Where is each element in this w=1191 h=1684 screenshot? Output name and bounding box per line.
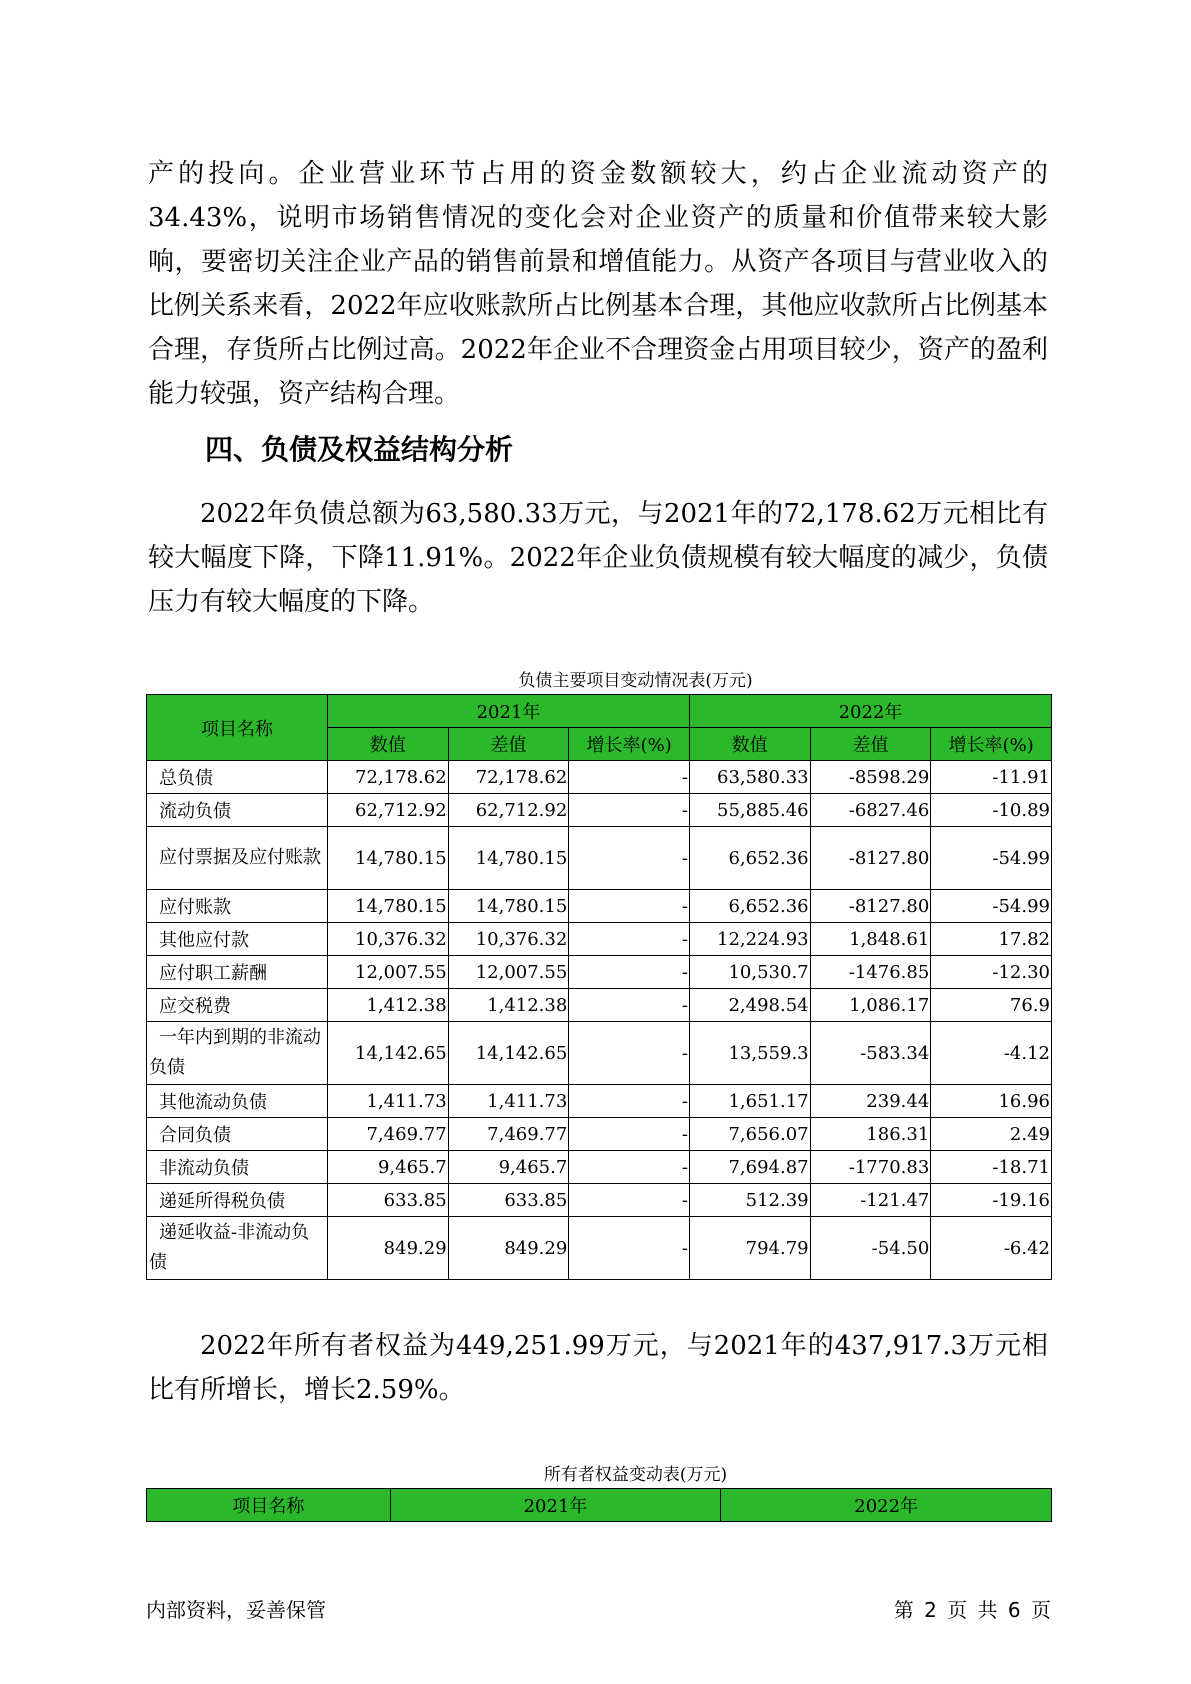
- header-value-2021: 数值: [328, 728, 449, 761]
- cell-diff-2021: 7,469.77: [448, 1118, 569, 1151]
- cell-growth-2021: -: [569, 1184, 690, 1217]
- cell-growth-2021: -: [569, 956, 690, 989]
- cell-value-2022: 794.79: [689, 1217, 810, 1280]
- cell-value-2022: 63,580.33: [689, 761, 810, 794]
- table-row: [147, 1022, 1052, 1085]
- cell-diff-2021: 14,780.15: [448, 827, 569, 890]
- cell-growth-2022: -11.91: [931, 761, 1052, 794]
- cell-value-2021: 72,178.62: [328, 761, 449, 794]
- row-name: 其他应付款: [147, 923, 328, 956]
- cell-growth-2022: -6.42: [931, 1217, 1052, 1280]
- table-row: [147, 956, 1052, 989]
- equity-table: [146, 1488, 1052, 1522]
- cell-growth-2021: -: [569, 923, 690, 956]
- cell-value-2021: 7,469.77: [328, 1118, 449, 1151]
- cell-growth-2022: -54.99: [931, 890, 1052, 923]
- cell-diff-2021: 12,007.55: [448, 956, 569, 989]
- table-row: [147, 794, 1052, 827]
- table-row: [147, 1118, 1052, 1151]
- cell-diff-2021: 14,142.65: [448, 1022, 569, 1085]
- row-name: 其他流动负债: [147, 1085, 328, 1118]
- cell-diff-2021: 10,376.32: [448, 923, 569, 956]
- row-name: 应付账款: [147, 890, 328, 923]
- cell-growth-2022: -4.12: [931, 1022, 1052, 1085]
- cell-value-2021: 14,780.15: [328, 827, 449, 890]
- cell-growth-2021: -: [569, 989, 690, 1022]
- cell-diff-2022: 1,848.61: [810, 923, 931, 956]
- section-heading: 四、负债及权益结构分析: [205, 433, 514, 466]
- footer-page-number: 第 2 页 共 6 页: [893, 1598, 1051, 1622]
- table-row: [147, 1151, 1052, 1184]
- paragraph-equity-summary: 2022年所有者权益为449,251.99万元，与2021年的437,917.3万元相比有所增长，增长2.59%。: [148, 1331, 1048, 1405]
- header-year-2022: 2022年: [689, 695, 1051, 728]
- row-name: 递延所得税负债: [147, 1184, 328, 1217]
- header-growth-2022: 增长率(%): [931, 728, 1052, 761]
- cell-value-2021: 1,411.73: [328, 1085, 449, 1118]
- cell-growth-2021: -: [569, 827, 690, 890]
- header-year-2022: 2022年: [721, 1489, 1052, 1522]
- cell-growth-2021: -: [569, 1118, 690, 1151]
- cell-value-2021: 9,465.7: [328, 1151, 449, 1184]
- liability-table: [146, 694, 1052, 1280]
- cell-growth-2022: -12.30: [931, 956, 1052, 989]
- cell-diff-2022: 239.44: [810, 1085, 931, 1118]
- header-growth-2021: 增长率(%): [569, 728, 690, 761]
- cell-growth-2022: -10.89: [931, 794, 1052, 827]
- cell-diff-2021: 62,712.92: [448, 794, 569, 827]
- cell-diff-2022: -8127.80: [810, 890, 931, 923]
- cell-diff-2021: 849.29: [448, 1217, 569, 1280]
- cell-growth-2021: -: [569, 1085, 690, 1118]
- cell-diff-2022: -8598.29: [810, 761, 931, 794]
- header-year-2021: 2021年: [390, 1489, 721, 1522]
- cell-diff-2021: 14,780.15: [448, 890, 569, 923]
- table-header-row: [147, 1489, 1052, 1522]
- cell-diff-2022: -8127.80: [810, 827, 931, 890]
- cell-diff-2021: 1,411.73: [448, 1085, 569, 1118]
- cell-diff-2022: -1770.83: [810, 1151, 931, 1184]
- cell-value-2021: 62,712.92: [328, 794, 449, 827]
- table-row: [147, 1184, 1052, 1217]
- table2-caption: 所有者权益变动表(万元): [543, 1465, 728, 1485]
- cell-value-2022: 7,656.07: [689, 1118, 810, 1151]
- table-row: [147, 1217, 1052, 1280]
- cell-value-2021: 14,780.15: [328, 890, 449, 923]
- cell-value-2022: 6,652.36: [689, 827, 810, 890]
- cell-diff-2022: 1,086.17: [810, 989, 931, 1022]
- cell-growth-2022: 17.82: [931, 923, 1052, 956]
- table-header-row: [147, 695, 1052, 728]
- cell-value-2022: 6,652.36: [689, 890, 810, 923]
- row-name: 总负债: [147, 761, 328, 794]
- cell-value-2021: 633.85: [328, 1184, 449, 1217]
- table1-caption: 负债主要项目变动情况表(万元): [518, 671, 753, 691]
- header-diff-2022: 差值: [810, 728, 931, 761]
- table-row: [147, 923, 1052, 956]
- header-year-2021: 2021年: [328, 695, 690, 728]
- cell-value-2021: 12,007.55: [328, 956, 449, 989]
- cell-growth-2022: -54.99: [931, 827, 1052, 890]
- cell-diff-2022: 186.31: [810, 1118, 931, 1151]
- cell-diff-2021: 9,465.7: [448, 1151, 569, 1184]
- row-name: 递延收益-非流动负债: [147, 1217, 328, 1280]
- cell-value-2021: 849.29: [328, 1217, 449, 1280]
- cell-value-2021: 14,142.65: [328, 1022, 449, 1085]
- cell-diff-2022: -1476.85: [810, 956, 931, 989]
- row-name: 流动负债: [147, 794, 328, 827]
- cell-diff-2022: -54.50: [810, 1217, 931, 1280]
- table-row: [147, 761, 1052, 794]
- cell-diff-2021: 1,412.38: [448, 989, 569, 1022]
- table-row: [147, 1085, 1052, 1118]
- row-name: 应付职工薪酬: [147, 956, 328, 989]
- cell-growth-2021: -: [569, 1217, 690, 1280]
- cell-growth-2021: -: [569, 1151, 690, 1184]
- paragraph-asset-analysis: 产的投向。企业营业环节占用的资金数额较大，约占企业流动资产的34.43%，说明市场销售情况的变化会对企业资产的质量和价值带来较大影响，要密切关注企业产品的销售前景和增值能力。从资产各项目与营业收入的比例关系来看，2022年应收账款所占比例基本合理，其他应收款所占比例基本合理，存货所占比例过高。2022年企业不合理资金占用项目较少，资产的盈利能力较强，资产结构合理。: [148, 159, 1048, 409]
- row-name: 合同负债: [147, 1118, 328, 1151]
- table-row: [147, 989, 1052, 1022]
- header-item-name: 项目名称: [147, 695, 328, 761]
- table-row: [147, 890, 1052, 923]
- cell-value-2021: 1,412.38: [328, 989, 449, 1022]
- row-name: 应付票据及应付账款: [147, 827, 328, 890]
- table-row: [147, 827, 1052, 890]
- cell-value-2022: 55,885.46: [689, 794, 810, 827]
- cell-growth-2021: -: [569, 890, 690, 923]
- cell-value-2021: 10,376.32: [328, 923, 449, 956]
- cell-diff-2022: -6827.46: [810, 794, 931, 827]
- cell-value-2022: 12,224.93: [689, 923, 810, 956]
- cell-value-2022: 7,694.87: [689, 1151, 810, 1184]
- cell-growth-2022: -18.71: [931, 1151, 1052, 1184]
- cell-growth-2022: 76.9: [931, 989, 1052, 1022]
- cell-diff-2021: 72,178.62: [448, 761, 569, 794]
- header-value-2022: 数值: [689, 728, 810, 761]
- cell-value-2022: 2,498.54: [689, 989, 810, 1022]
- cell-growth-2022: 2.49: [931, 1118, 1052, 1151]
- cell-diff-2022: -583.34: [810, 1022, 931, 1085]
- cell-growth-2022: 16.96: [931, 1085, 1052, 1118]
- cell-diff-2022: -121.47: [810, 1184, 931, 1217]
- cell-value-2022: 512.39: [689, 1184, 810, 1217]
- row-name: 非流动负债: [147, 1151, 328, 1184]
- row-name: 一年内到期的非流动负债: [147, 1022, 328, 1085]
- cell-growth-2022: -19.16: [931, 1184, 1052, 1217]
- header-item-name: 项目名称: [147, 1489, 391, 1522]
- cell-value-2022: 13,559.3: [689, 1022, 810, 1085]
- cell-value-2022: 1,651.17: [689, 1085, 810, 1118]
- footer-confidential-note: 内部资料，妥善保管: [146, 1598, 326, 1622]
- cell-diff-2021: 633.85: [448, 1184, 569, 1217]
- cell-growth-2021: -: [569, 761, 690, 794]
- cell-growth-2021: -: [569, 1022, 690, 1085]
- cell-value-2022: 10,530.7: [689, 956, 810, 989]
- cell-growth-2021: -: [569, 794, 690, 827]
- paragraph-liability-summary: 2022年负债总额为63,580.33万元，与2021年的72,178.62万元相比有较大幅度下降，下降11.91%。2022年企业负债规模有较大幅度的减少，负债压力有较大幅度的下降。: [148, 499, 1048, 617]
- row-name: 应交税费: [147, 989, 328, 1022]
- header-diff-2021: 差值: [448, 728, 569, 761]
